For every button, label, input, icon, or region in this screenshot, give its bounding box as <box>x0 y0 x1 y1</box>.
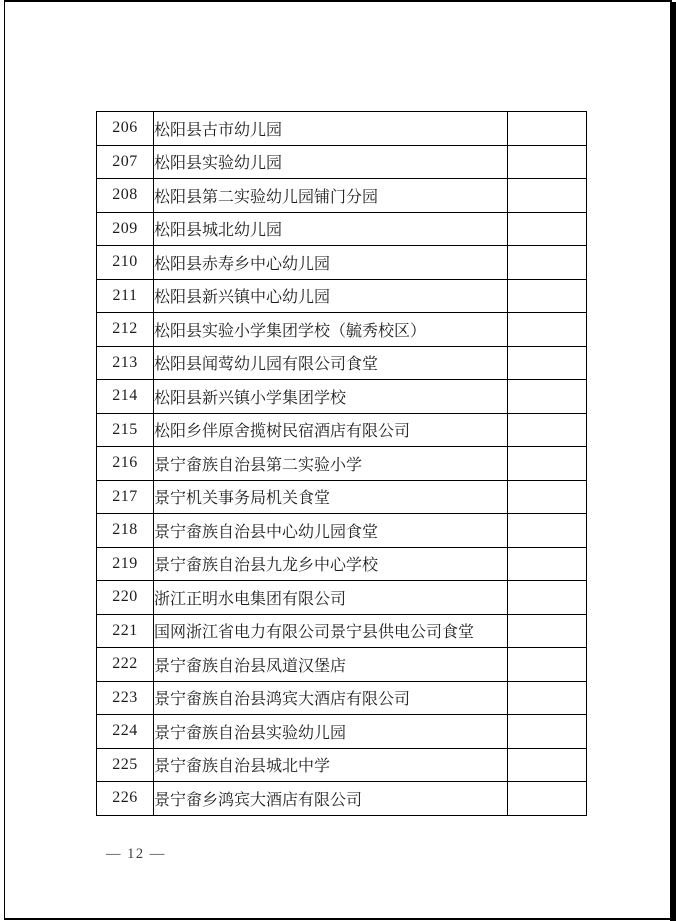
org-name-cell: 松阳县赤寿乡中心幼儿园 <box>154 246 508 280</box>
empty-status-cell <box>508 648 587 682</box>
row-number-cell: 210 <box>97 246 154 280</box>
table-row <box>97 313 587 347</box>
org-name-cell: 景宁畲族自治县实验幼儿园 <box>154 715 508 749</box>
table-row <box>97 380 587 414</box>
org-name-cell: 松阳县古市幼儿园 <box>154 112 508 146</box>
row-number-cell: 208 <box>97 179 154 213</box>
row-number-cell: 212 <box>97 313 154 347</box>
row-number-cell: 226 <box>97 782 154 816</box>
empty-status-cell <box>508 681 587 715</box>
row-number-cell: 214 <box>97 380 154 414</box>
empty-status-cell <box>508 547 587 581</box>
empty-status-cell <box>508 212 587 246</box>
table-row <box>97 748 587 782</box>
table-row <box>97 246 587 280</box>
empty-status-cell <box>508 380 587 414</box>
footer-page-number: — 12 — <box>106 846 166 862</box>
org-name-cell: 景宁机关事务局机关食堂 <box>154 480 508 514</box>
table-row <box>97 782 587 816</box>
org-name-cell: 景宁畲族自治县鸿宾大酒店有限公司 <box>154 681 508 715</box>
table-row <box>97 480 587 514</box>
row-number-cell: 218 <box>97 514 154 548</box>
table-row <box>97 346 587 380</box>
empty-status-cell <box>508 279 587 313</box>
table-row <box>97 648 587 682</box>
empty-status-cell <box>508 514 587 548</box>
table-row <box>97 681 587 715</box>
org-name-cell: 景宁畲族自治县凤道汉堡店 <box>154 648 508 682</box>
table-row <box>97 447 587 481</box>
row-number-cell: 213 <box>97 346 154 380</box>
row-number-cell: 221 <box>97 614 154 648</box>
empty-status-cell <box>508 782 587 816</box>
row-number-cell: 206 <box>97 112 154 146</box>
scan-edge-band <box>670 2 676 921</box>
row-number-cell: 215 <box>97 413 154 447</box>
row-number-cell: 217 <box>97 480 154 514</box>
table-row <box>97 179 587 213</box>
row-number-cell: 222 <box>97 648 154 682</box>
table-body <box>97 112 587 816</box>
table-row <box>97 413 587 447</box>
table-row <box>97 112 587 146</box>
row-number-cell: 223 <box>97 681 154 715</box>
empty-status-cell <box>508 715 587 749</box>
table-row <box>97 145 587 179</box>
row-number-cell: 211 <box>97 279 154 313</box>
table-row <box>97 514 587 548</box>
org-name-cell: 松阳县第二实验幼儿园铺门分园 <box>154 179 508 213</box>
org-name-cell: 国网浙江省电力有限公司景宁县供电公司食堂 <box>154 614 508 648</box>
empty-status-cell <box>508 179 587 213</box>
table-row <box>97 212 587 246</box>
empty-status-cell <box>508 246 587 280</box>
org-name-cell: 松阳县新兴镇中心幼儿园 <box>154 279 508 313</box>
org-name-cell: 松阳乡伴原舍揽树民宿酒店有限公司 <box>154 413 508 447</box>
org-name-cell: 松阳县城北幼儿园 <box>154 212 508 246</box>
table-row <box>97 547 587 581</box>
empty-status-cell <box>508 480 587 514</box>
org-name-cell: 浙江正明水电集团有限公司 <box>154 581 508 615</box>
org-name-cell: 松阳县新兴镇小学集团学校 <box>154 380 508 414</box>
empty-status-cell <box>508 581 587 615</box>
row-number-cell: 207 <box>97 145 154 179</box>
org-name-cell: 景宁畲族自治县九龙乡中心学校 <box>154 547 508 581</box>
empty-status-cell <box>508 614 587 648</box>
empty-status-cell <box>508 313 587 347</box>
org-name-cell: 景宁畲族自治县城北中学 <box>154 748 508 782</box>
row-number-cell: 225 <box>97 748 154 782</box>
row-number-cell: 216 <box>97 447 154 481</box>
org-name-cell: 松阳县实验小学集团学校（毓秀校区） <box>154 313 508 347</box>
org-name-cell: 景宁畲族自治县第二实验小学 <box>154 447 508 481</box>
row-number-cell: 209 <box>97 212 154 246</box>
table-row <box>97 614 587 648</box>
table-row <box>97 581 587 615</box>
empty-status-cell <box>508 447 587 481</box>
org-name-cell: 松阳县闻莺幼儿园有限公司食堂 <box>154 346 508 380</box>
org-name-cell: 景宁畲族自治县中心幼儿园食堂 <box>154 514 508 548</box>
empty-status-cell <box>508 413 587 447</box>
table-row <box>97 279 587 313</box>
org-name-cell: 景宁畲乡鸿宾大酒店有限公司 <box>154 782 508 816</box>
row-number-cell: 224 <box>97 715 154 749</box>
empty-status-cell <box>508 112 587 146</box>
org-name-cell: 松阳县实验幼儿园 <box>154 145 508 179</box>
row-number-cell: 219 <box>97 547 154 581</box>
empty-status-cell <box>508 748 587 782</box>
table-row <box>97 715 587 749</box>
organization-table <box>96 111 587 816</box>
row-number-cell: 220 <box>97 581 154 615</box>
empty-status-cell <box>508 346 587 380</box>
empty-status-cell <box>508 145 587 179</box>
